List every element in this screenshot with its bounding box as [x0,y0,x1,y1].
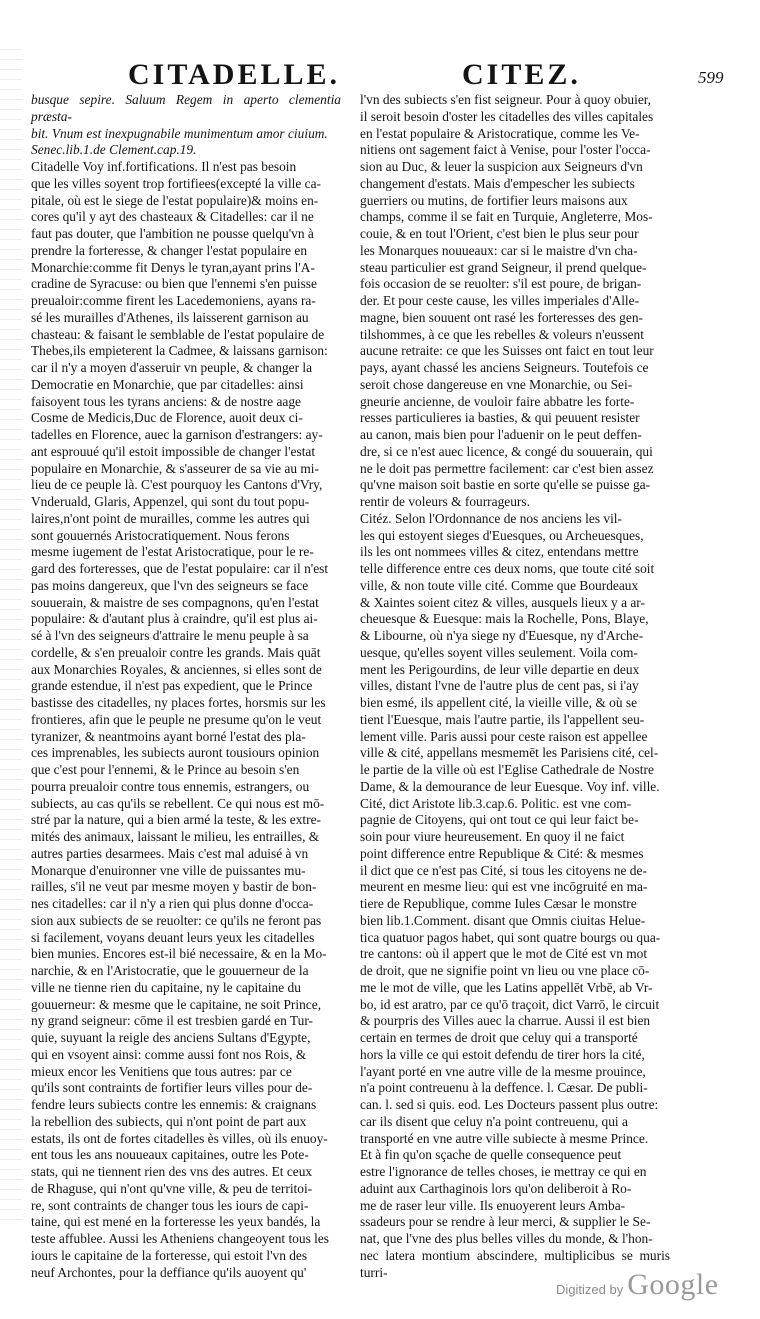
text-line: subiects, au cas qu'ils se rebellent. Ce qui nous est mō- [31,795,325,811]
text-line: stré par la nature, qui a bien armé la teste, & les extre- [31,812,322,828]
text-line: car ils disent que celuy n'a point contreuenu, qui a [360,1113,628,1129]
text-line: hors la ville ce qui estoit defendu de tirer hors la cité, [360,1046,645,1062]
text-line: neuf Archontes, pour la deffiance qu'ils auoyent qu' [31,1264,307,1280]
text-line: preualoir:comme firent les Lacedemoniens, ayans ra- [31,293,316,308]
text-line: champs, comme il se fait en Turquie, Angleterre, Mos- [360,209,653,225]
text-line: sont gouuernés Aristocratiquement. Nous ferons [31,527,290,543]
left-column [31,92,341,1280]
text-line: ville ne tienne rien du capitaine, ny le capitaine du [31,979,301,995]
text-line: steau particulier est grand Seigneur, il prend quelque- [360,259,647,275]
text-line: tadelles en Florence, auec la garnison d'estrangers: ay- [31,427,323,442]
text-line: bo, id est aratro, par ce qu'ō traçoit, dict Varrō, le circuit [360,996,660,1012]
text-line: Cité, dict Aristote lib.3.cap.6. Politic. est vne com- [360,795,632,811]
text-line: meurent en mesme lieu: qui est vne incōgruité en ma- [360,879,648,895]
text-line: quie, suyuant la reigle des anciens Sultans d'Egypte, [31,1030,311,1045]
text-line: point difference entre Republique & Cité: & mesmes [360,845,644,861]
text-line: mesme iugement de l'estat Aristocratique, pour le re- [31,544,314,560]
text-line: lement ville. Paris aussi pour ceste raison est appellee [360,728,648,744]
text-line: populaire en Monarchie, & s'asseurer de sa vie au mi- [31,460,319,476]
text-line: les qui estoyent sieges d'Euesques, ou Archeuesques, [360,527,644,543]
text-line: iours le capitaine de la forteresse, qui estoit l'vn des [31,1247,308,1263]
text-line: narchie, & en l'Aristocratie, que le gouuerneur de la [31,963,309,978]
text-line: tient l'Euesque, mais l'autre partie, ils l'appellent seu- [360,711,645,727]
text-line: magne, bien souuent ont rasé les forteresses des gen- [360,309,643,325]
text-line: tyranizer, & neantmoins ayant borné l'estat des pla- [31,728,306,744]
text-line: ces imprenables, les subiects auront tousiours opinion [31,745,320,761]
text-line: Vnderuald, Glaris, Appenzel, qui sont du tout popu- [31,494,310,509]
text-line: bastisse des citadelles, ny places fortes, horsmis sur les [31,695,326,710]
running-head-left: CITADELLE. [128,58,340,91]
text-line: estre l'ignorance de telles choses, ie mettray ce qui en [360,1164,647,1179]
text-line: en l'estat populaire & Aristocratique, comme les Ve- [360,125,640,141]
text-line: au canon, mais bien pour l'aduenir on le peut deffen- [360,427,642,442]
text-line: laires,n'ont point de murailles, comme les autres qui [31,510,310,526]
text-line: sé les murailles d'Athenes, ils laisserent garnison au [31,309,309,325]
text-line: cordelle, & s'en preualoir contre les grands. Mais quāt [31,644,321,660]
text-line: & Libourne, où n'ya siege ny d'Euesque, ny d'Arche- [360,628,644,643]
text-line: aucune retraite: ce que les Suisses ont faict en tout leur [360,343,654,359]
text-line: couie, & en tout l'Orient, c'est bien le plus seur pour [360,226,639,241]
text-line: stats, qui ne tiennent rien des vns des autres. Et ceux [31,1164,313,1179]
text-line: de droit, que ne signifie point vn lieu ou vne place cō- [360,963,650,978]
text-line: ssadeurs pour se rendre à leur merci, & supplier le Se- [360,1214,651,1230]
digitized-by-google-watermark [556,1268,719,1302]
text-line: sion aux subiects de se reuolter: ce qu'ils ne feront pas [31,912,322,928]
text-line: der. Et pour ceste cause, les villes imperiales d'Alle- [360,293,640,308]
text-line: Monarque d'enuironner vne ville de puissantes mu- [31,862,306,878]
text-line: aduint aux Carthaginois lors qu'on deliberoit à Ro- [360,1180,632,1196]
text-line: soin pour viure heureusement. En quoy il ne faict [360,829,625,844]
text-line: car il n'y a moyen d'asseruir vn peuple, & changer la [31,360,313,375]
text-line: grande estendue, il n'est pas expedient, que le Prince [31,678,313,694]
text-line: nitiens ont sagement faict à Venise, pour l'oster l'occa- [360,142,651,158]
text-line: nat, que l'vne des plus belles villes du monde, & l'hon- [360,1231,653,1246]
text-line: telle difference entre ces deux noms, que toute cité soit [360,561,655,576]
text-line: uesque, qu'elles soyent villes seulement. Voila com- [360,644,638,660]
text-line: ny grand seigneur: cōme il est tresbien gardé en Tur- [31,1013,313,1029]
text-line: chasteau: & faisant le semblable de l'estat populaire de [31,326,325,342]
text-line: la rebellion des subiects, qui n'ont point de part aux [31,1113,307,1129]
text-line: sion au Duc, & leuer la suspicion aux Seigneurs d'vn [360,159,643,174]
text-line: nes citadelles: car il n'y a rien qui plus donne d'occa- [31,896,314,911]
text-line: faut pas douter, que l'ambition ne pousse quelqu'vn à [31,226,314,241]
text-line: ils les ont nommees villes & citez, entendans mettre [360,544,639,560]
text-line: il seroit besoin d'oster les citadelles des villes capitales [360,108,654,124]
text-line: ant esprouué qu'il estoit impossible de changer l'estat [31,443,316,459]
text-line: busque sepire. Saluum Regem in aperto clementia præsta- [31,92,341,124]
text-line: aux Monarchies Royales, & anciennes, si elles sont de [31,661,322,677]
text-line: Citadelle Voy inf.fortifications. Il n'est pas besoin [31,159,297,174]
text-line: ent tous les ans nouueaux capitaines, outre les Pote- [31,1147,309,1163]
text-line: ville, & non toute ville cité. Comme que Bourdeaux [360,577,639,593]
google-logo: Google [627,1268,719,1301]
text-line: Dame, & la demourance de leur Euesque. Voy inf. ville. [360,778,660,794]
text-line: teste affublee. Aussi les Atheniens changeoyent tous les [31,1231,329,1246]
text-line: de Rhaguse, qui n'ont qu'vne ville, & peu de territoi- [31,1180,313,1196]
text-line: transporté en vne autre ville subiecte à mesme Prince. [360,1130,649,1146]
text-line: Monarchie:comme fit Denys le tyran,ayant prins l'A- [31,259,315,275]
page-number: 599 [698,68,724,87]
text-line: pitale, où est le siege de l'estat populaire)& moins en- [31,192,319,208]
text-line: gard des forteresses, que de l'estat populaire: car il n'est [31,561,329,576]
text-line: cradine de Syracuse: ou bien que l'ennemi s'en puisse [31,276,317,292]
text-line: il dict que ce n'est pas Cité, si tous les citoyens ne de- [360,862,647,878]
text-line: qui en vsoyent ainsi: comme aussi font nos Rois, & [31,1046,307,1062]
text-line: ment les Perigourdins, de leur ville departie en deux [360,661,640,677]
text-line: qu'vne maison soit bastie en sorte qu'elle se puisse ga- [360,477,651,493]
text-line: railles, s'il ne veut par mesme moyen y bastir de bon- [31,879,317,895]
text-line: ne le doit pas permettre facilement: car c'est bien assez [360,460,654,476]
text-line: prendre la forteresse, & changer l'estat populaire en [31,242,308,258]
text-line: tre cantons: où il appert que le mot de Cité est vn mot [360,946,648,962]
text-line: Et à fin qu'on sçache de quelle consequence peut [360,1147,622,1163]
text-line: Senec.lib.1.de Clement.cap.19. [31,142,197,158]
text-line: & Xaintes soient citez & villes, ausquels lieux y a ar- [360,594,645,610]
text-line: n'a point contreuenu à la deffence. l. Cæsar. De publi- [360,1080,648,1096]
text-line: nec latera montium abscindere, multiplicibus se muris turri- [360,1247,670,1280]
text-line: fendre leurs subiects contre les ennemis: & craignans [31,1097,317,1112]
text-line: & pourpris des Villes auec la charrue. Aussi il est bien [360,1013,651,1029]
text-line: fois occasion de se reuolter: s'il est poure, de brigan- [360,276,642,292]
right-column [360,92,670,1280]
text-line: sé à l'vn des seigneurs d'attraire le menu peuple à sa [31,628,309,643]
text-line: me le mot de ville, que les Latins appellēt Vrbē, ab Vr- [360,979,653,995]
digitized-by-label: Digitized by [556,1282,624,1297]
text-line: faisoyent tous les tyrans anciens: & de nostre aage [31,393,301,409]
text-line: taine, qui est mené en la forteresse les yeux bandés, la [31,1214,321,1230]
text-line: si facilement, voyans deuant leurs yeux les citadelles [31,929,315,945]
text-line: que les villes soyent trop fortifiees(excepté la ville ca- [31,175,322,191]
text-line: le partie de la ville où est l'Eglise Cathedrale de Nostre [360,762,654,777]
text-line: Democratie en Monarchie, que par citadelles: ainsi [31,376,304,392]
text-line: gneurie ancienne, de vouloir faire abbatre les forte- [360,393,635,409]
text-line: changement d'estats. Mais d'empescher les subiects [360,175,635,191]
text-line: pourra preualoir contre tous ennemis, estrangers, ou [31,778,310,794]
text-line: pays, ayant chassé les anciens Seigneurs. Toutefois ce [360,360,649,375]
text-line: pagnie de Citoyens, qui ont tout ce qui leur faict be- [360,812,639,828]
text-line: bit. Vnum est inexpugnabile munimentum amor ciuium. [31,125,328,141]
text-line: populaire: & d'autant plus à craindre, qu'il est plus ai- [31,611,318,627]
text-line: lieu de ce peuple là. C'est pourquoy les Cantons d'Vry, [31,477,323,493]
text-line: Thebes,ils empieterent la Cadmee, & laissans garnison: [31,343,328,359]
text-line: villes, distant l'vne de l'autre plus de cent pas, si i'ay [360,678,639,694]
text-line: l'ayant porté en vne autre ville de la mesme prouince, [360,1063,646,1079]
page-edge-shadow [0,40,22,1220]
running-head-right: CITEZ. [462,58,581,91]
text-line: re, sont contraints de changer tous les iours de capi- [31,1197,309,1213]
text-line: mités des animaux, laissant le milieu, les entrailles, & [31,829,320,844]
text-line: resses particulieres ia basties, & qui peuuent resister [360,410,640,426]
text-line: cores qu'il y ayt des chasteaux & Citadelles: car il ne [31,209,314,225]
text-line: frontieres, afin que le peuple ne presume qu'on le veut [31,711,322,727]
text-line: tica quatuor pagos habet, qui sont quatre bourgs ou qua- [360,929,661,945]
text-line: tilshommes, à ce que les rebelles & voleurs n'eussent [360,326,644,342]
text-line: pas moins dangereux, que l'vn des seigneurs se face [31,577,309,593]
text-line: Cosme de Medicis,Duc de Florence, auoit deux ci- [31,410,303,426]
text-line: bien munies. Encores est-il bié necessaire, & en la Mo- [31,946,327,962]
text-line: guerriers ou mutins, de fortifier leurs maisons aux [360,192,628,208]
text-line: can. l. sed si quis. eod. Les Docteurs passent plus outre: [360,1097,659,1112]
text-line: gouuerneur: & mesme que le capitaine, ne soit Prince, [31,996,322,1012]
text-line: que c'est pour l'ennemi, & le Prince au besoin s'en [31,762,300,777]
text-line: seroit chose dangereuse en vne Monarchie, ou Sei- [360,376,633,392]
text-line: me de raser leur ville. Ils enuoyerent leurs Amba- [360,1197,626,1213]
text-line: bien esmé, ils appellent cité, la vieille ville, & où se [360,695,638,710]
text-line: dre, si ce n'est auec licence, & congé du souuerain, qui [360,443,653,459]
text-line: autres parties desarmees. Mais c'est mal aduisé à vn [31,845,309,861]
text-line: cheuesque & Euesque: mais la Rochelle, Pons, Blaye, [360,611,649,627]
text-line: qu'ils sont contraints de fortifier leurs villes pour de- [31,1080,313,1096]
text-line: rentir de voleurs & fourrageurs. [360,494,530,509]
text-line: mieux encor les Venitiens que tous autres: par ce [31,1063,292,1079]
text-line: l'vn des subiects s'en fist seigneur. Pour à quoy obuier, [360,92,652,107]
text-line: bien lib.1.Comment. disant que Omnis ciuitas Helue- [360,912,646,928]
text-line: certain en termes de droit que celuy qui a transporté [360,1030,638,1045]
text-line: ville & cité, appellans mesmemēt les Parisiens cité, cel- [360,745,659,761]
text-line: les Monarques nouueaux: car si le maistre d'vn cha- [360,242,638,258]
text-line: Citéz. Selon l'Ordonnance de nos anciens les vil- [360,510,622,526]
text-line: tiere de Republique, comme Iules Cæsar le monstre [360,896,637,911]
text-line: souuerain, & maistre de ses compagnons, qu'en l'estat [31,594,319,610]
text-line: estats, ils ont de fortes citadelles ès villes, où ils enuoy- [31,1130,328,1146]
